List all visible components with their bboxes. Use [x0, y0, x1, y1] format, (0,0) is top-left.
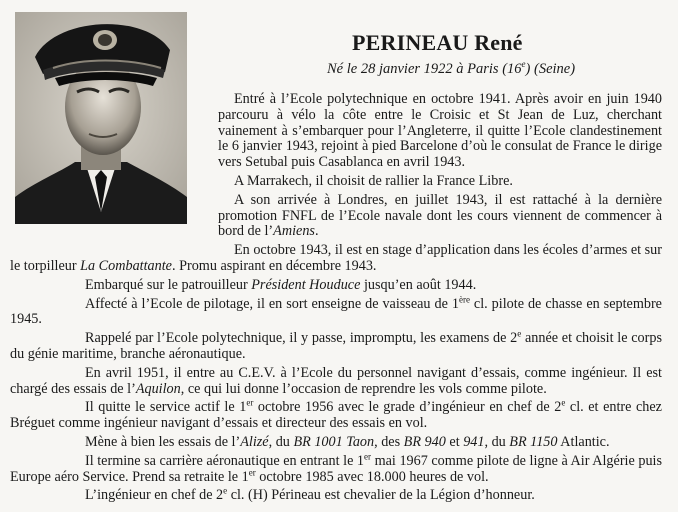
- paragraph: [218, 92, 662, 171]
- birth-info: [327, 61, 575, 78]
- paragraph: [218, 193, 662, 240]
- superscript: e: [223, 485, 228, 496]
- italic-title: 941: [463, 433, 485, 450]
- paragraph-text: Mène à bien les essais de l’: [85, 433, 241, 450]
- italic-title: Alizé: [240, 433, 269, 450]
- paragraph: [10, 435, 662, 451]
- paragraph: [218, 174, 662, 190]
- person-name: PERINEAU René: [352, 30, 523, 55]
- birth-sup: e: [521, 59, 526, 70]
- italic-title: BR 1150: [509, 433, 558, 450]
- superscript: er: [246, 397, 254, 408]
- birth-text-post: ) (Seine): [525, 61, 576, 77]
- paragraph-text: Il quitte le service actif le 1: [85, 399, 247, 416]
- italic-title: Aquilon: [135, 380, 181, 397]
- superscript: ère: [458, 293, 470, 304]
- italic-title: Amiens: [273, 223, 315, 240]
- paragraph-text: jusqu’en août 1944.: [360, 276, 477, 293]
- paragraph-text: , des: [374, 433, 404, 450]
- paragraph-text: L’ingénieur en chef de 2: [85, 487, 224, 504]
- superscript: e: [561, 397, 566, 408]
- italic-title: BR 1001 Taon: [293, 433, 375, 450]
- italic-title: Président Houduce: [251, 276, 361, 293]
- paragraph-text: Affecté à l’Ecole de pilotage, il en sort enseigne de vaisseau de 1: [85, 295, 459, 312]
- paragraph-text: Entré à l’Ecole polytechnique en octobre 1941. Après avoir en juin 1940 parcouru à vélo la côte entre le Croisic et St Jean de Luz, cherchant vainement à s’embarquer pour l’Angleterre, il quitte l’Ecole clandestinement le 6 janvier 1943, rejoint à pied Barcelone d’où le consulat de France le dirige vers Setubal puis Casablanca en avril 1943.: [218, 91, 662, 171]
- paragraph: [10, 278, 662, 294]
- paragraph-text: cl. pilote de chasse en septembre 1945.: [10, 295, 662, 328]
- paragraph-text: . Promu aspirant en décembre 1943.: [171, 257, 377, 274]
- paragraph: [10, 243, 662, 275]
- paragraph: [10, 397, 662, 432]
- paragraph-text: .: [314, 223, 319, 240]
- paragraph: [10, 328, 662, 363]
- paragraph-text: , du: [484, 433, 510, 450]
- paragraph-text: octobre 1956 avec le grade d’ingénieur en chef de 2: [253, 399, 562, 416]
- biography-text: [10, 92, 662, 507]
- paragraph-text: Rappelé par l’Ecole polytechnique, il y passe, impromptu, les examens de 2: [85, 330, 518, 347]
- paragraph-text: A Marrakech, il choisit de rallier la France Libre.: [234, 172, 513, 189]
- paragraph-text: A son arrivée à Londres, en juillet 1943, il est rattaché à la dernière promotion FNFL de l’Ecole navale dont les cours viennent de commencer à bord de l’: [218, 191, 662, 240]
- paragraph-text: , du: [268, 433, 294, 450]
- paragraph-text: , ce qui lui donne l’occasion de reprendre les vols comme pilote.: [180, 380, 547, 397]
- paragraph: [10, 485, 662, 504]
- paragraph-text: octobre 1985 avec 18.000 heures de vol.: [255, 468, 489, 485]
- paragraph-text: et: [445, 433, 464, 450]
- superscript: e: [517, 328, 522, 339]
- paragraph-text: Il termine sa carrière aéronautique en entrant le 1: [85, 452, 365, 469]
- superscript: er: [364, 451, 372, 461]
- paragraph: [10, 293, 662, 329]
- paragraph-text: En octobre 1943, il est en stage d’application dans les écoles d’armes et sur le torpilleur: [10, 242, 662, 274]
- paragraph-text: mai 1967 comme pilote de ligne à Air Algérie puis Europe aéro Service. Prend sa retraite le 1: [10, 452, 663, 485]
- superscript: er: [248, 466, 256, 477]
- paragraph-text: Embarqué sur le patrouilleur: [85, 276, 252, 293]
- paragraph-text: cl. (H) Périneau est chevalier de la Légion d’honneur.: [227, 487, 535, 504]
- paragraph: [10, 451, 663, 486]
- birth-text-pre: Né le 28 janvier 1922 à Paris (16: [327, 61, 522, 77]
- paragraph-text: En avril 1951, il entre au C.E.V. à l’Ecole du personnel navigant d’essais, comme ingénieur. Il est chargé des essais de l’: [10, 364, 662, 397]
- paragraph-text: année et choisit le corps du génie maritime, branche aéronautique.: [10, 330, 662, 362]
- italic-title: BR 940: [403, 433, 446, 450]
- italic-title: La Combattante: [80, 257, 172, 274]
- paragraph-text: cl. et entre chez Bréguet comme ingénieur navigant d’essais et directeur des essais en vol.: [10, 399, 662, 432]
- paragraph-text: Atlantic.: [557, 433, 610, 450]
- paragraph: [10, 366, 662, 398]
